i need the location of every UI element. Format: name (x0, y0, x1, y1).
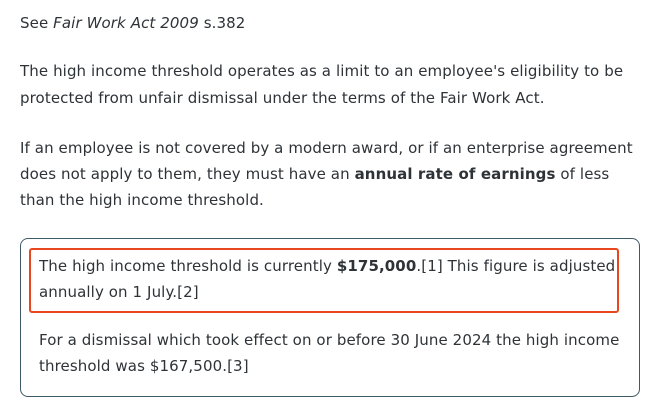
current-threshold-suffix: .[1] This figure is adjusted annually on 1 July.[2] (39, 256, 616, 301)
annual-rate-of-earnings-emphasis: annual rate of earnings (354, 165, 556, 183)
paragraph-annual-rate (20, 135, 640, 214)
see-reference-line (20, 10, 640, 36)
threshold-callout-box (20, 238, 640, 397)
see-prefix: See (20, 14, 54, 32)
act-citation: Fair Work Act 2009 (53, 14, 199, 32)
paragraph-annual-rate-part1: If an employee is not covered by a modern award, or if an enterprise agreement does not apply to them, they must have an (20, 138, 633, 183)
callout-previous-threshold: For a dismissal which took effect on or before 30 June 2024 the high income threshold was $167,500.[3] (39, 331, 620, 376)
current-threshold-amount: $175,000 (336, 256, 417, 275)
current-threshold-prefix: The high income threshold is currently (39, 256, 337, 275)
paragraph-annual-rate-part2: of less than the high income threshold. (20, 165, 610, 210)
section-reference: s.382 (198, 14, 246, 32)
paragraph-threshold-limit: The high income threshold operates as a limit to an employee's eligibility to be protected from unfair dismissal under the terms of the Fair Work Act. (20, 62, 624, 107)
callout-current-threshold (39, 253, 621, 306)
